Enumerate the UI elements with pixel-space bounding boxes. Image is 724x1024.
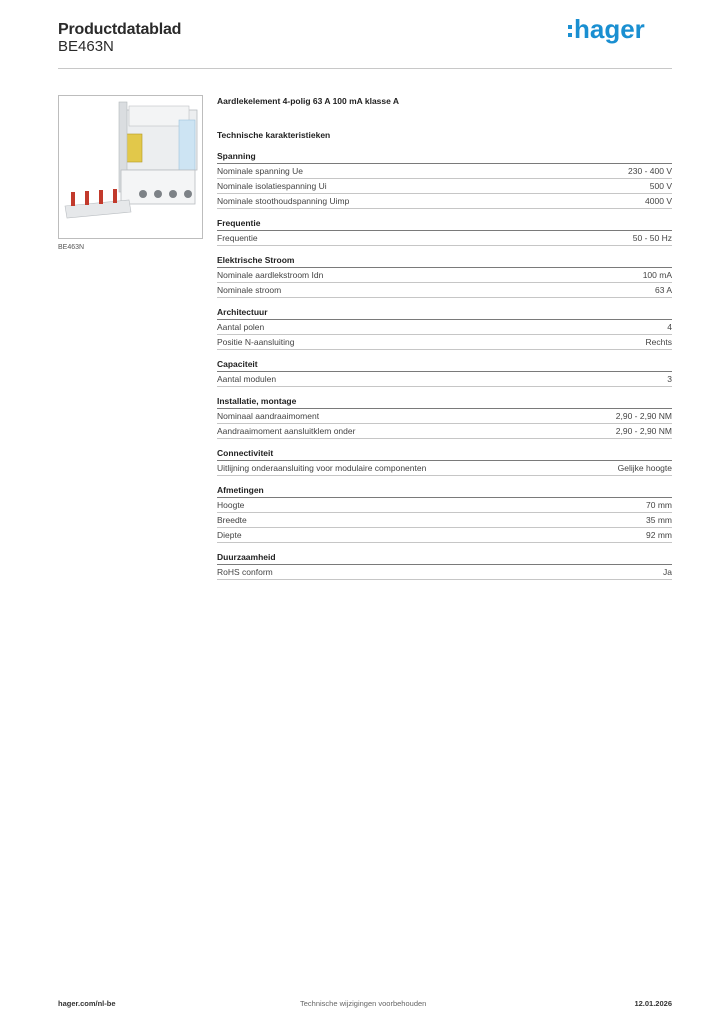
spec-row [217,372,672,387]
spec-row [217,565,672,580]
spec-label: Hoogte [217,500,245,510]
product-image-frame [58,95,203,239]
spec-group-title: Frequentie [217,217,672,231]
header-divider [58,68,672,69]
spec-value: 100 mA [642,270,672,280]
spec-label: Aantal modulen [217,374,277,384]
spec-group [217,395,672,439]
spec-row [217,164,672,179]
spec-label: Nominale spanning Ue [217,166,303,176]
spec-label: Positie N-aansluiting [217,337,295,347]
product-image [59,96,202,238]
spec-label: Aandraaimoment aansluitklem onder [217,426,356,436]
spec-row [217,179,672,194]
spec-group-title: Capaciteit [217,358,672,372]
image-caption: BE463N [58,244,85,251]
spec-row [217,320,672,335]
page-title: Productdatablad [58,21,182,38]
spec-label: Frequentie [217,233,258,243]
spec-group-title: Architectuur [217,306,672,320]
spec-row [217,461,672,476]
spec-label: RoHS conform [217,567,273,577]
spec-value: 50 - 50 Hz [632,233,672,243]
spec-row [217,335,672,350]
spec-row [217,528,672,543]
spec-label: Diepte [217,530,242,540]
spec-row [217,409,672,424]
spec-value: Gelijke hoogte [617,463,672,473]
spec-group [217,254,672,298]
logo-text: hager [574,14,645,44]
spec-row [217,268,672,283]
spec-label: Uitlijning onderaansluiting voor modulaire componenten [217,463,427,473]
spec-value: 70 mm [646,500,672,510]
spec-value: 92 mm [646,530,672,540]
spec-group [217,150,672,209]
footer-disclaimer: Technische wijzigingen voorbehouden [300,999,427,1008]
spec-value: 2,90 - 2,90 NM [615,426,672,436]
footer-website: hager.com/nl-be [58,999,116,1008]
tech-section-title: Technische karakteristieken [217,130,331,140]
spec-value: 4000 V [645,196,672,206]
hager-logo [567,14,659,46]
spec-value: Rechts [645,337,672,347]
spec-value: 2,90 - 2,90 NM [615,411,672,421]
spec-value: 4 [667,322,672,332]
spec-row [217,513,672,528]
spec-value: 63 A [654,285,672,295]
spec-label: Nominaal aandraaimoment [217,411,320,421]
footer-date: 12.01.2026 [634,999,672,1008]
spec-group-title: Connectiviteit [217,447,672,461]
spec-label: Nominale isolatiespanning Ui [217,181,327,191]
spec-label: Nominale aardlekstroom Idn [217,270,324,280]
product-title: Aardlekelement 4-polig 63 A 100 mA klasse A [217,96,400,106]
spec-group-title: Afmetingen [217,484,672,498]
spec-group-title: Installatie, montage [217,395,672,409]
spec-group [217,484,672,543]
spec-row [217,424,672,439]
spec-value: 500 V [649,181,672,191]
spec-group [217,306,672,350]
spec-value: Ja [663,567,672,577]
spec-group [217,358,672,387]
spec-label: Aantal polen [217,322,265,332]
spec-group [217,217,672,246]
spec-label: Nominale stoothoudspanning Uimp [217,196,350,206]
spec-row [217,194,672,209]
spec-label: Nominale stroom [217,285,282,295]
spec-row [217,498,672,513]
spec-group-title: Duurzaamheid [217,551,672,565]
spec-row [217,283,672,298]
spec-row [217,231,672,246]
spec-label: Breedte [217,515,247,525]
spec-group [217,551,672,580]
spec-group-title: Elektrische Stroom [217,254,672,268]
product-code: BE463N [58,38,114,55]
spec-content [217,96,672,580]
spec-group [217,447,672,476]
spec-group-title: Spanning [217,150,672,164]
spec-value: 230 - 400 V [628,166,672,176]
spec-value: 35 mm [646,515,672,525]
spec-groups [217,150,672,580]
spec-value: 3 [667,374,672,384]
